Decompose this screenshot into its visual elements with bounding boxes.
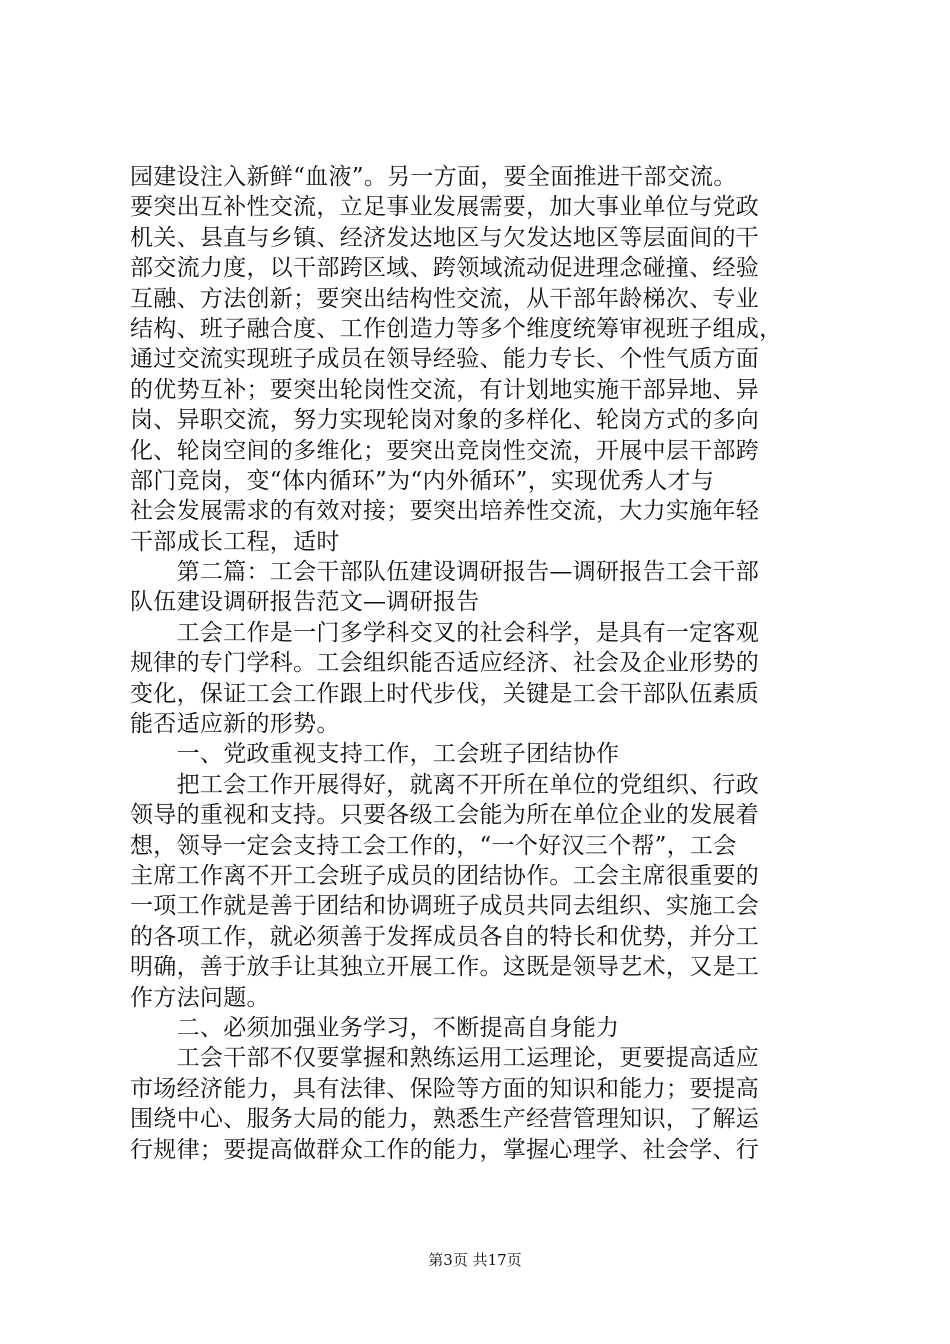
text-line: 行规律；要提高做群众工作的能力，掌握心理学、社会学、行: [130, 1136, 760, 1163]
text-line: 结构、班子融合度、工作创造力等多个维度统筹审视班子组成，: [130, 315, 783, 342]
text-line: 能否适应新的形势。: [130, 711, 340, 738]
section-heading-line: 第二篇：工会干部队伍建设调研报告—调研报告工会干部: [130, 559, 760, 586]
text-line: 要突出互补性交流，立足事业发展需要，加大事业单位与党政: [130, 194, 760, 221]
text-line: 干部成长工程，适时: [130, 528, 340, 555]
text-line: 通过交流实现班子成员在领导经验、能力专长、个性气质方面: [130, 346, 760, 373]
text-line: 部交流力度，以干部跨区域、跨领域流动促进理念碰撞、经验: [130, 255, 760, 282]
text-line: 工会工作是一门多学科交叉的社会科学，是具有一定客观: [130, 619, 760, 646]
text-line: 岗、异职交流，努力实现轮岗对象的多样化、轮岗方式的多向: [130, 407, 760, 434]
page-number-footer: 第3页 共17页: [428, 1251, 522, 1269]
document-body: [130, 162, 840, 1165]
text-line: 部门竞岗，变“体内循环”为“内外循环”，实现优秀人才与: [130, 467, 715, 494]
text-line: 的各项工作，就必须善于发挥成员各自的特长和优势，并分工: [130, 923, 760, 950]
section-heading-line: 队伍建设调研报告范文—调研报告: [130, 589, 480, 616]
subheading-line: 二、必须加强业务学习，不断提高自身能力: [130, 1014, 620, 1041]
subheading-line: 一、党政重视支持工作，工会班子团结协作: [130, 741, 620, 768]
text-line: 园建设注入新鲜“血液”。另一方面，要全面推进干部交流。: [130, 164, 737, 190]
text-line: 互融、方法创新；要突出结构性交流，从干部年龄梯次、专业: [130, 285, 760, 312]
text-line: 领导的重视和支持。只要各级工会能为所在单位企业的发展着: [130, 802, 760, 829]
text-line: 明确，善于放手让其独立开展工作。这既是领导艺术，又是工: [130, 954, 760, 981]
text-line: 变化，保证工会工作跟上时代步伐，关键是工会干部队伍素质: [130, 680, 760, 707]
text-line: 把工会工作开展得好，就离不开所在单位的党组织、行政: [130, 771, 760, 798]
text-line: 想，领导一定会支持工会工作的，“一个好汉三个帮”，工会: [130, 832, 737, 859]
text-line: 一项工作就是善于团结和协调班子成员共同去组织、实施工会: [130, 893, 760, 920]
text-line: 主席工作离不开工会班子成员的团结协作。工会主席很重要的: [130, 862, 760, 889]
text-line: 作方法问题。: [130, 984, 270, 1011]
text-line: 市场经济能力，具有法律、保险等方面的知识和能力；要提高: [130, 1075, 760, 1102]
text-line: 工会干部不仅要掌握和熟练运用工运理论，更要提高适应: [130, 1045, 760, 1072]
text-line: 机关、县直与乡镇、经济发达地区与欠发达地区等层面间的干: [130, 224, 760, 251]
text-line: 化、轮岗空间的多维化；要突出竞岗性交流，开展中层干部跨: [130, 437, 760, 464]
text-line: 规律的专门学科。工会组织能否适应经济、社会及企业形势的: [130, 650, 760, 677]
text-line: 的优势互补；要突出轮岗性交流，有计划地实施干部异地、异: [130, 376, 760, 403]
text-line: 社会发展需求的有效对接；要突出培养性交流，大力实施年轻: [130, 498, 760, 525]
text-line: 围绕中心、服务大局的能力，熟悉生产经营管理知识，了解运: [130, 1106, 760, 1133]
